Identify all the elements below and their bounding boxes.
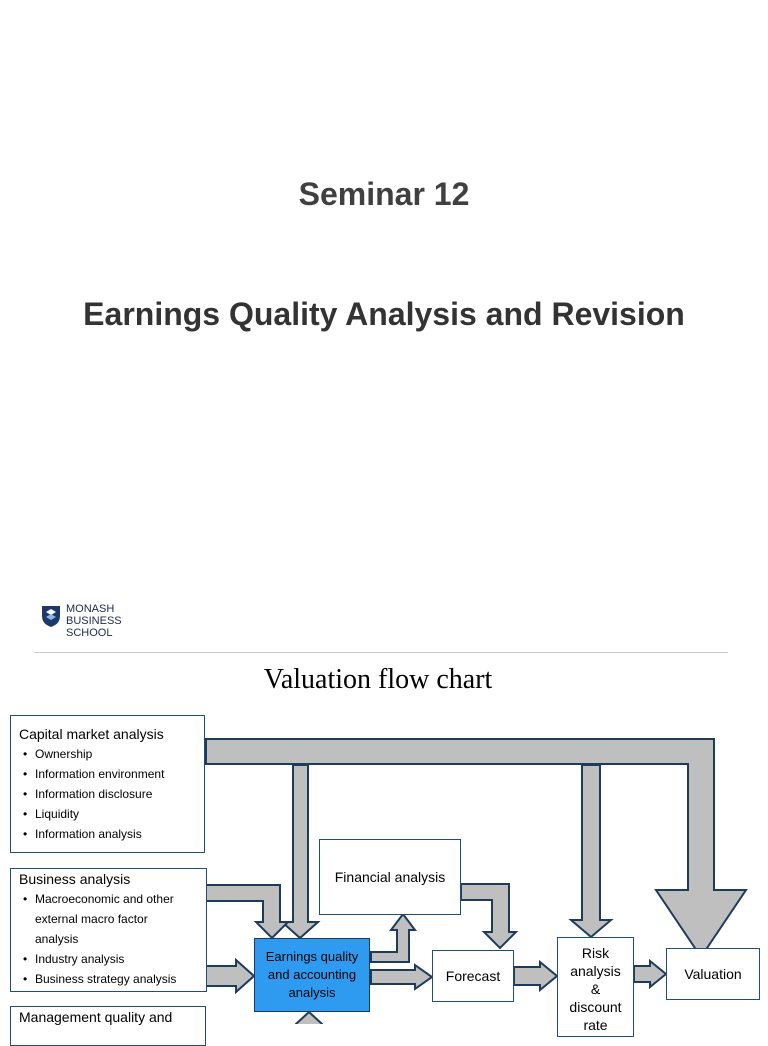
financial-analysis-label: Financial analysis bbox=[334, 869, 446, 885]
capital-market-heading: Capital market analysis bbox=[19, 726, 164, 742]
logo-line-3: SCHOOL bbox=[66, 627, 113, 639]
list-item: • Industry analysis bbox=[35, 949, 200, 969]
arrow-strategy-to-earnings bbox=[206, 960, 254, 992]
risk-analysis-label: Risk analysis & discount rate bbox=[569, 945, 622, 1033]
financial-analysis-box bbox=[319, 839, 461, 915]
slide-topic: Earnings Quality Analysis and Revision bbox=[83, 296, 685, 332]
valuation-label: Valuation bbox=[684, 966, 742, 982]
management-heading: Management quality and bbox=[19, 1009, 173, 1025]
arrow-capital-to-risk bbox=[571, 765, 611, 937]
arrow-capital-to-earnings bbox=[282, 765, 318, 938]
business-analysis-box bbox=[10, 868, 207, 992]
earnings-quality-box bbox=[254, 938, 370, 1012]
forecast-label: Forecast bbox=[445, 968, 501, 984]
capital-market-analysis-box bbox=[10, 715, 205, 853]
business-heading: Business analysis bbox=[19, 871, 131, 887]
seminar-title: Seminar 12 bbox=[298, 176, 470, 212]
list-item: • Information disclosure bbox=[35, 784, 198, 804]
list-item: • Information environment bbox=[35, 764, 198, 784]
flowchart-title: Valuation flow chart bbox=[263, 664, 493, 695]
arrow-financial-to-forecast bbox=[461, 884, 516, 948]
management-quality-box bbox=[10, 1006, 206, 1046]
arrow-forecast-to-risk bbox=[514, 962, 557, 990]
list-item: • Macroeconomic and other external macro factor analysis bbox=[35, 889, 200, 949]
arrow-business-to-earnings bbox=[206, 885, 288, 938]
list-item: • Ownership bbox=[35, 744, 198, 764]
earnings-quality-label: Earnings quality and accounting analysis bbox=[265, 949, 359, 1000]
arrow-earnings-to-financial bbox=[371, 914, 415, 962]
capital-market-list bbox=[19, 744, 198, 844]
logo-line-2: BUSINESS bbox=[66, 615, 122, 627]
list-item: • Information analysis bbox=[35, 824, 198, 844]
list-item: • Liquidity bbox=[35, 804, 198, 824]
arrow-earnings-to-forecast bbox=[371, 965, 432, 989]
arrow-risk-to-valuation bbox=[634, 961, 666, 987]
valuation-box bbox=[666, 948, 760, 1000]
risk-analysis-box bbox=[557, 937, 634, 1037]
logo-line-1: MONASH bbox=[66, 603, 115, 615]
forecast-box bbox=[432, 950, 514, 1002]
business-list bbox=[19, 889, 200, 989]
list-item: • Business strategy analysis bbox=[35, 969, 200, 989]
arrow-management-to-earnings bbox=[296, 1012, 322, 1024]
